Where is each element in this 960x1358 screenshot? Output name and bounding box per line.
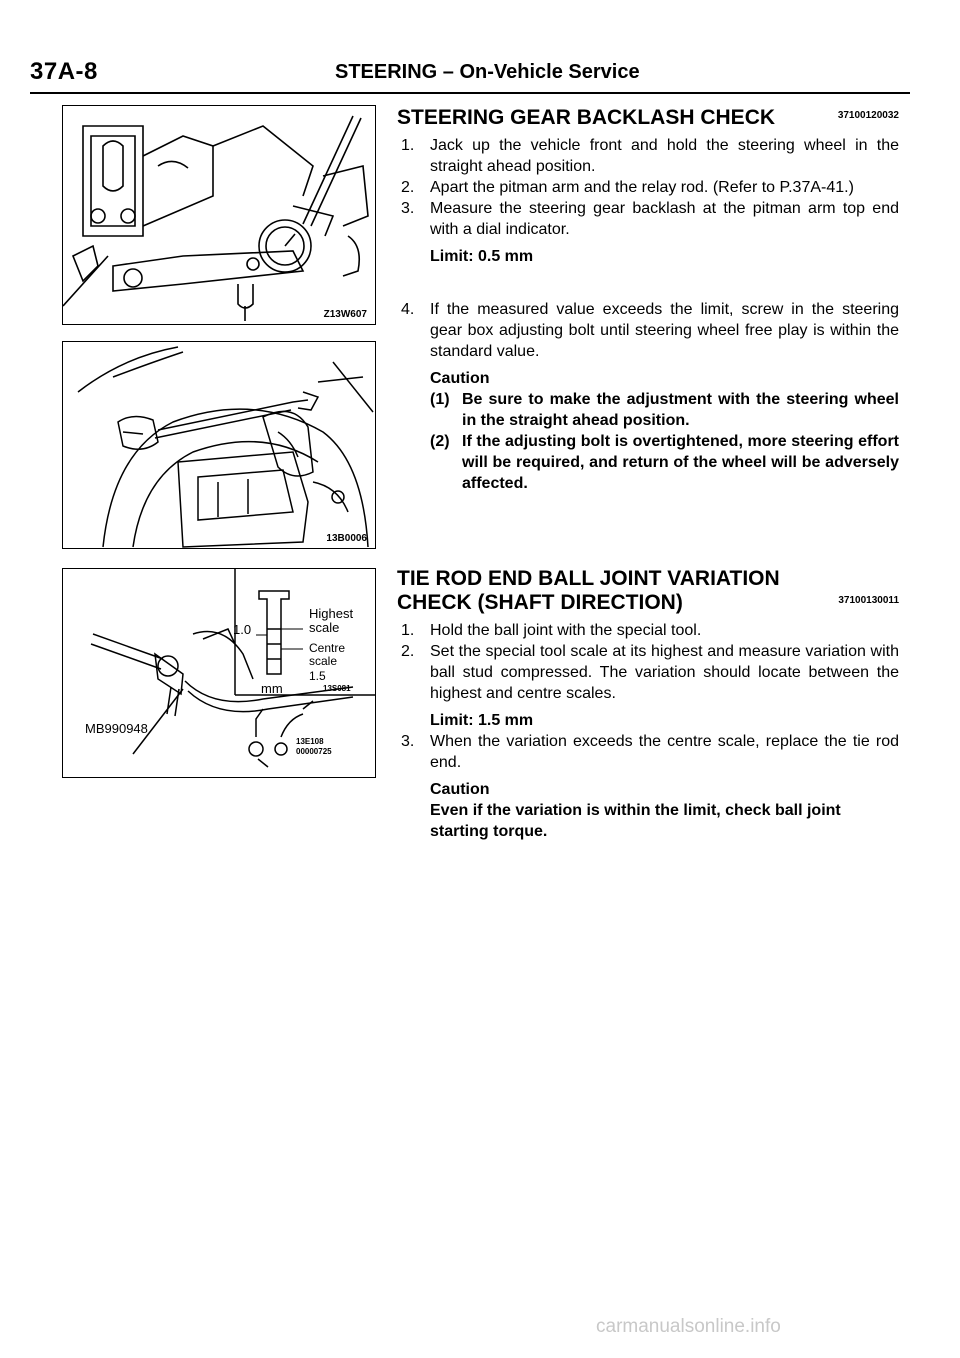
section-title-line2: [397, 591, 899, 615]
caution-label: Caution: [430, 370, 490, 387]
adjusting-bolt-illustration: [63, 342, 375, 548]
figure-adjusting-bolt: [62, 341, 376, 549]
step-item: [397, 135, 899, 177]
section-title: TIE ROD END BALL JOINT VARIATION: [397, 567, 780, 590]
step-number: 1.: [401, 622, 415, 639]
caution-text: Be sure to make the adjustment with the steering wheel in the straight ahead position.: [462, 391, 899, 429]
step-text: Set the special tool scale at its highest and measure variation with ball stud compressed. The variation should locate between the highest and centre scales.: [430, 643, 899, 702]
step-text: Apart the pitman arm and the relay rod. (Refer to P.37A-41.): [430, 179, 854, 196]
page-number: 37A-8: [30, 58, 98, 85]
figure-dial-indicator: [62, 105, 376, 325]
step-item: [397, 641, 899, 704]
header-rule: [30, 92, 910, 94]
caution-text: Even if the variation is within the limit, check ball joint starting torque.: [430, 802, 841, 840]
step-text: When the variation exceeds the centre scale, replace the tie rod end.: [430, 733, 899, 771]
step-text: Jack up the vehicle front and hold the steering wheel in the straight ahead position.: [430, 137, 899, 175]
section-title-text: CHECK (SHAFT DIRECTION): [397, 591, 683, 614]
highest-scale-label: Highest scale: [309, 606, 354, 635]
step-item: [397, 198, 899, 240]
unit-label: mm: [261, 681, 283, 696]
tool-number-label: MB990948: [85, 721, 148, 736]
step-item: [397, 620, 899, 641]
ball-joint-tool-illustration: [63, 569, 375, 777]
section-ball-joint-check: [397, 567, 899, 842]
step-number: 4.: [401, 301, 415, 318]
limit-value: Limit: 1.5 mm: [430, 712, 534, 729]
section-title-text: STEERING GEAR BACKLASH CHECK: [397, 106, 776, 129]
section-code: 37100130011: [838, 595, 899, 606]
caution-number: (1): [430, 391, 450, 408]
limit-value: Limit: 0.5 mm: [430, 248, 534, 265]
step-item: [397, 299, 899, 362]
caution-label: Caution: [430, 781, 490, 798]
step-number: 2.: [401, 643, 415, 660]
watermark: carmanualsonline.info: [596, 1316, 781, 1337]
dial-indicator-illustration: [63, 106, 375, 324]
step-number: 1.: [401, 137, 415, 154]
step-number: 2.: [401, 179, 415, 196]
inset-code: 13S081: [323, 684, 351, 693]
page-title: STEERING – On-Vehicle Service: [335, 61, 640, 83]
step-text: Hold the ball joint with the special tool.: [430, 622, 702, 639]
section-code: 37100120032: [837, 110, 899, 121]
step-number: 3.: [401, 733, 415, 750]
centre-scale-label: Centre scale: [309, 641, 346, 668]
caution-number: (2): [430, 433, 450, 450]
section-backlash-check: [397, 106, 899, 494]
figure-code: 13E108: [296, 737, 324, 746]
step-number: 3.: [401, 200, 415, 217]
figure-ball-joint-tool: [62, 568, 376, 778]
figure-code: Z13W607: [323, 309, 367, 320]
figure-code: 13B0006: [326, 533, 367, 544]
caution-item: [397, 389, 899, 431]
scale-value-label: 1.5: [309, 669, 326, 683]
figure-subcode: 00000725: [296, 747, 332, 756]
section-title: [397, 106, 899, 130]
step-text: Measure the steering gear backlash at the pitman arm top end with a dial indicator.: [430, 200, 899, 238]
caution-text: If the adjusting bolt is overtightened, more steering effort will be required, and return of the wheel will be adversely affected.: [462, 433, 899, 492]
caution-item: [397, 431, 899, 494]
step-item: [397, 731, 899, 773]
scale-left-label: 1.0: [233, 622, 252, 637]
step-item: [397, 177, 899, 198]
step-text: If the measured value exceeds the limit, screw in the steering gear box adjusting bolt until steering wheel free play is within the standard value.: [430, 301, 899, 360]
